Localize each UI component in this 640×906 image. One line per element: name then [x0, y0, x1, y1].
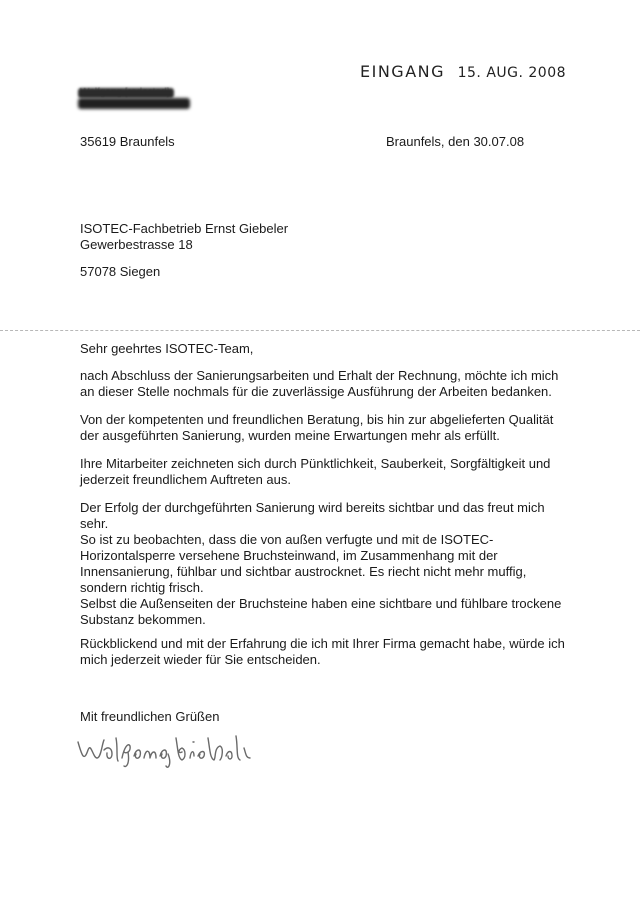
paragraph-line: jederzeit freundlichem Auftreten aus.	[80, 472, 292, 487]
paragraph-line: Der Erfolg der durchgeführten Sanierung wird bereits sichtbar und das freut mich	[80, 500, 545, 515]
paragraph-line: Substanz bekommen.	[80, 612, 206, 627]
stamp-date: 15. AUG. 2008	[457, 65, 567, 81]
paragraph-line: Innensanierung, fühlbar und sichtbar austrocknet. Es riecht nicht mehr muffig,	[80, 564, 527, 579]
paragraph-line: Rückblickend und mit der Erfahrung die ich mit Ihrer Firma gemacht habe, würde ich	[80, 636, 565, 651]
sender-city: 35619 Braunfels	[80, 134, 175, 149]
paragraph-4	[80, 500, 580, 628]
recipient-city: 57078 Siegen	[80, 264, 161, 279]
received-stamp	[360, 62, 566, 81]
place-date: Braunfels, den 30.07.08	[386, 134, 525, 149]
fold-line	[0, 330, 640, 331]
paragraph-line: sehr.	[80, 516, 109, 531]
paragraph-line: mich jederzeit wieder für Sie entscheiden.	[80, 652, 321, 667]
paragraph-line: nach Abschluss der Sanierungsarbeiten und Erhalt der Rechnung, möchte ich mich	[80, 368, 559, 383]
recipient-company: ISOTEC-Fachbetrieb Ernst Giebeler	[80, 221, 289, 236]
paragraph-line: So ist zu beobachten, dass die von außen verfugte und mit de ISOTEC-	[80, 532, 494, 547]
closing: Mit freundlichen Grüßen	[80, 709, 220, 724]
paragraph-line: Selbst die Außenseiten der Bruchsteine haben eine sichtbare und fühlbare trockene	[80, 596, 562, 611]
paragraph-line: der ausgeführten Sanierung, wurden meine Erwartungen mehr als erfüllt.	[80, 428, 500, 443]
paragraph-line: Ihre Mitarbeiter zeichneten sich durch Pünktlichkeit, Sauberkeit, Sorgfältigkeit und	[80, 456, 551, 471]
salutation: Sehr geehrtes ISOTEC-Team,	[80, 341, 254, 356]
redacted-sender-name	[78, 86, 190, 112]
paragraph-line: Von der kompetenten und freundlichen Beratung, bis hin zur abgelieferten Qualität	[80, 412, 554, 427]
paragraph-line: sondern richtig frisch.	[80, 580, 204, 595]
paragraph-2	[80, 412, 580, 444]
recipient-street: Gewerbestrasse 18	[80, 237, 193, 252]
stamp-label: EINGANG	[360, 62, 446, 81]
paragraph-1	[80, 368, 580, 400]
paragraph-line: an dieser Stelle nochmals für die zuverlässige Ausführung der Arbeiten bedanken.	[80, 384, 552, 399]
paragraph-line: Horizontalsperre versehene Bruchsteinwand, im Zusammenhang mit der	[80, 548, 498, 563]
handwritten-signature	[74, 728, 264, 770]
paragraph-5	[80, 636, 580, 668]
paragraph-3	[80, 456, 580, 488]
